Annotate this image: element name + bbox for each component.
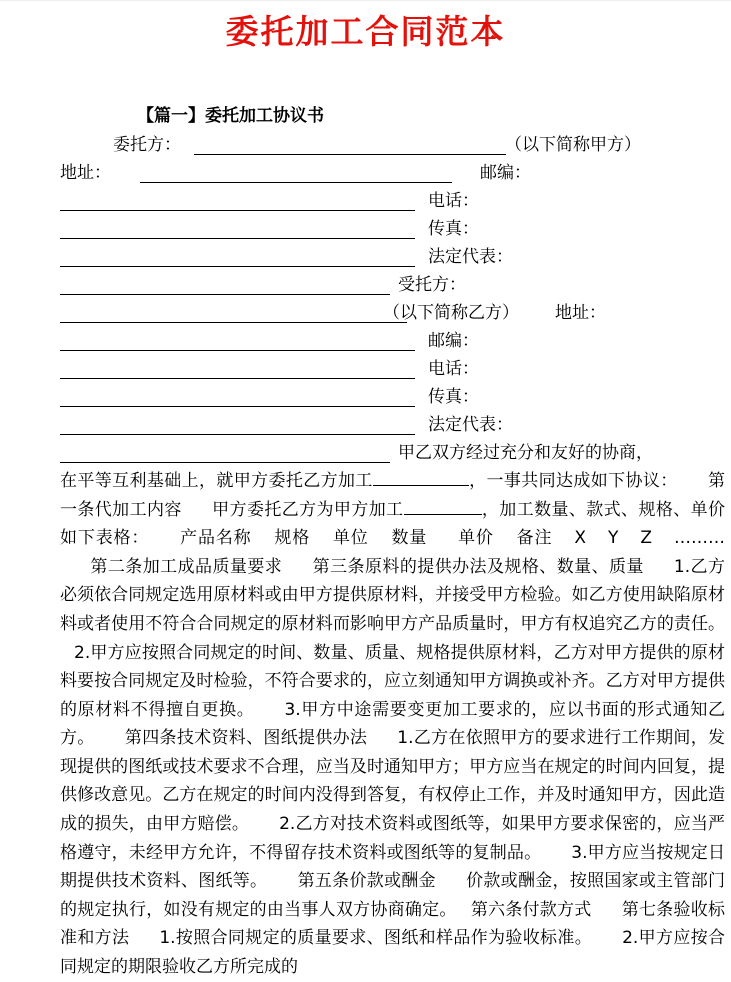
body-heading-art7: 第七条验收标准和方法 bbox=[60, 899, 726, 949]
blank-rule-7[interactable] bbox=[60, 322, 407, 323]
body-item-art3-1: 1.乙方必须依合同规定选用原材料或由甲方提供原材料，并接受甲方检验。如乙方使用缺陷原材料或者使用不符合合同规定的原材料而影响甲方产品质量时，甲方有权追究乙方的责任。 bbox=[60, 556, 725, 634]
body-item-art4-3: 3.甲方应当按规定日期提供技术资料、图纸等。 bbox=[60, 842, 725, 892]
body-seg-4: ，加工数量、款式、规格、单价如下表格： bbox=[60, 499, 726, 549]
label-entrusted-party: 受托方： bbox=[398, 274, 466, 295]
form-row-fax-2 bbox=[0, 383, 731, 411]
form-row-address bbox=[0, 159, 731, 187]
form-row-fax-1 bbox=[0, 215, 731, 243]
body-heading-art2: 第二条加工成品质量要求 bbox=[90, 556, 283, 577]
label-entrusting-party: 委托方： bbox=[113, 134, 181, 155]
blank-rule-3[interactable] bbox=[60, 210, 415, 211]
label-fax-2: 传真： bbox=[428, 386, 479, 407]
blank-inline-processing-detail[interactable] bbox=[404, 514, 482, 515]
table-cell-5: 备注 bbox=[515, 528, 553, 549]
label-phone-1: 电话： bbox=[428, 190, 479, 211]
body-heading-art5: 第五条价款或酬金 bbox=[297, 871, 436, 892]
form-row-party-b-note bbox=[0, 299, 731, 327]
label-phone-2: 电话： bbox=[428, 358, 479, 379]
label-party-b-note: （以下简称乙方） bbox=[383, 302, 519, 323]
title-spacer bbox=[0, 51, 731, 103]
body-heading-art3: 第三条原料的提供办法及规格、数量、质量 bbox=[312, 556, 644, 577]
table-cell-7: Y bbox=[608, 528, 619, 549]
label-address-2: 地址： bbox=[555, 302, 606, 323]
form-row-legal-rep-2 bbox=[0, 411, 731, 439]
label-address: 地址： bbox=[60, 162, 111, 183]
table-cell-6: X bbox=[574, 528, 586, 549]
label-fax-1: 传真： bbox=[428, 218, 479, 239]
body-seg-1: 在平等互利基础上，就甲方委托乙方加工 bbox=[60, 470, 373, 491]
table-cell-1: 规格 bbox=[273, 528, 311, 549]
page-title: 委托加工合同范本 bbox=[225, 12, 506, 51]
body-seg-3: 甲方委托乙方为甲方加工 bbox=[211, 499, 404, 520]
form-row-postcode-2 bbox=[0, 327, 731, 355]
label-preamble: 甲乙双方经过充分和友好的协商， bbox=[398, 442, 653, 463]
blank-inline-processing-item[interactable] bbox=[373, 485, 469, 486]
blank-rule-6[interactable] bbox=[60, 294, 390, 295]
label-party-a-note: （以下简称甲方） bbox=[505, 134, 641, 155]
blank-rule-10[interactable] bbox=[60, 406, 415, 407]
section-heading: 【篇一】委托加工协议书 bbox=[137, 105, 324, 126]
form-row-preamble bbox=[0, 439, 731, 467]
table-cell-0: 产品名称 bbox=[179, 528, 252, 549]
body-item-art3-3: 3.甲方中途需要变更加工要求的，应以书面的形式通知乙方。 bbox=[60, 699, 726, 749]
body-item-art3-2: 2.甲方应按照合同规定的时间、数量、质量、规格提供原材料，乙方对甲方提供的原材料要按合同规定及时检验，不符合要求的，应立刻通知甲方调换或补齐。乙方对甲方提供的原材料不得擅自更换。 bbox=[60, 642, 725, 720]
blank-rule-address[interactable] bbox=[140, 182, 452, 183]
body-item-art7-1: 1.按照合同规定的质量要求、图纸和样品作为验收标准。 bbox=[159, 928, 593, 949]
body-item-art4-2: 2.乙方对技术资料或图纸等，如果甲方要求保密的，应当严格遵守，未经甲方允许，不得留存技术资料或图纸等的复制品。 bbox=[60, 814, 726, 863]
blank-rule-12[interactable] bbox=[60, 462, 390, 463]
blank-rule-4[interactable] bbox=[60, 238, 415, 239]
table-cell-3: 数量 bbox=[390, 528, 428, 549]
form-row-phone-1 bbox=[0, 187, 731, 215]
form-row-entrusting-party bbox=[0, 131, 731, 159]
label-legal-rep-2: 法定代表： bbox=[428, 414, 513, 435]
body-heading-art6: 第六条付款方式 bbox=[470, 899, 592, 920]
contract-body bbox=[0, 467, 731, 982]
blank-rule-11[interactable] bbox=[60, 434, 415, 435]
table-cell-4: 单价 bbox=[457, 528, 494, 549]
body-heading-art4: 第四条技术资料、图纸提供办法 bbox=[124, 728, 368, 749]
party-info-form bbox=[0, 131, 731, 467]
body-item-art4-1: 1.乙方在依照甲方的要求进行工作期间，发现提供的图纸或技术要求不合理，应当及时通知甲方；甲方应当在规定的时间内回复，提供修改意见。乙方在规定的时间内没得到答复，有权停止工作，并及时通知甲方，因此造成的损失，由甲方赔偿。 bbox=[60, 728, 726, 835]
body-item-art5-body: 价款或酬金，按照国家或主管部门的规定执行，如没有规定的由当事人双方协商确定。 bbox=[60, 871, 726, 920]
form-row-phone-2 bbox=[0, 355, 731, 383]
body-seg-2: ，一事共同达成如下协议： bbox=[468, 470, 678, 491]
label-postcode-1: 邮编： bbox=[480, 162, 531, 183]
table-cell-8: Z bbox=[640, 528, 653, 549]
label-postcode-2: 邮编： bbox=[428, 330, 479, 351]
blank-rule-8[interactable] bbox=[60, 350, 415, 351]
blank-rule-9[interactable] bbox=[60, 378, 415, 379]
table-cell-2: 单位 bbox=[332, 528, 369, 549]
label-legal-rep-1: 法定代表： bbox=[428, 246, 513, 267]
table-cell-9: ……… bbox=[674, 528, 726, 549]
blank-rule-5[interactable] bbox=[60, 266, 415, 267]
body-heading-art1: 第一条代加工内容 bbox=[60, 470, 725, 520]
blank-rule-entrusting-party[interactable] bbox=[194, 154, 506, 155]
form-row-legal-rep-1 bbox=[0, 243, 731, 271]
form-row-entrusted-party bbox=[0, 271, 731, 299]
body-item-art7-2: 2.甲方应按合同规定的期限验收乙方所完成的 bbox=[60, 928, 725, 978]
